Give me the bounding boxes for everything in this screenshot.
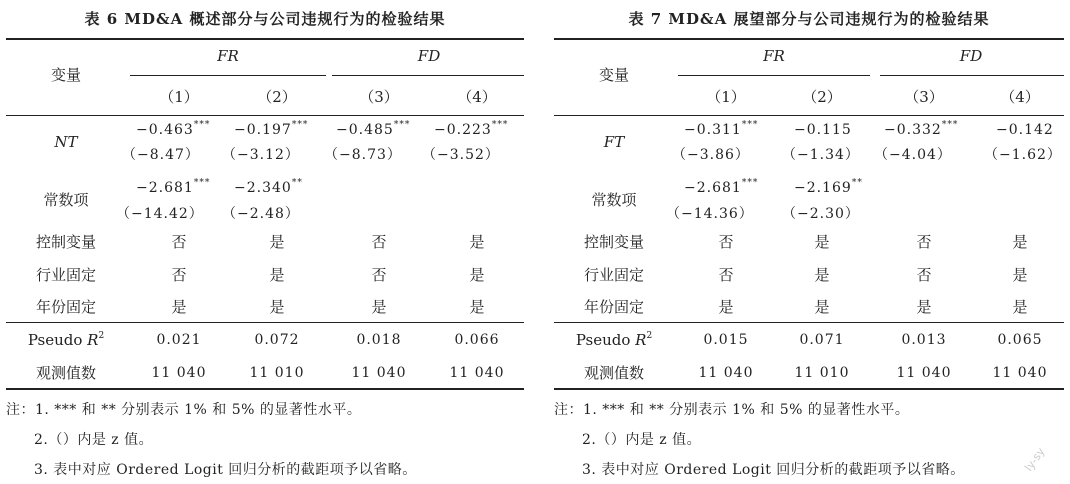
cell-obs-1: 11 040 [698, 365, 754, 381]
cell-year-3: 是 [371, 298, 387, 316]
watermark: ly-sy [1022, 445, 1048, 474]
stats-rule [554, 322, 1064, 323]
col-header-3: （3） [904, 88, 944, 106]
note-2: 2.（）内是 z 值。 [582, 432, 702, 448]
row-label-obs: 观测值数 [35, 364, 96, 382]
coef-const-1: −2.681*** [684, 178, 759, 196]
row-label-pseudo: Pseudo $R^2$ [575, 331, 653, 349]
z-nt-3: （−8.73） [324, 147, 402, 163]
header-rule [6, 115, 524, 116]
cell-industry-4: 是 [1012, 266, 1028, 284]
col-header-4: （4） [1000, 88, 1040, 106]
note-3: 3. 表中对应 Ordered Logit 回归分析的截距项予以省略。 [34, 462, 417, 478]
cell-obs-2: 11 010 [249, 365, 305, 381]
row-label-const: 常数项 [591, 191, 637, 209]
coef-ft-3: −0.332*** [884, 120, 959, 138]
cell-controls-1: 否 [171, 233, 187, 251]
header-rule [554, 115, 1064, 116]
top-rule [6, 38, 524, 40]
row-label-controls: 控制变量 [583, 233, 644, 251]
group-header-fr: FR [217, 47, 239, 65]
cell-pseudo-3: 0.018 [356, 332, 402, 348]
row-label-const: 常数项 [43, 191, 89, 209]
coef-ft-2: −0.115 [794, 122, 852, 138]
bottom-rule [554, 388, 1064, 390]
z-ft-2: （−1.34） [782, 147, 860, 163]
cell-pseudo-1: 0.021 [156, 332, 202, 348]
cell-industry-3: 否 [916, 266, 932, 284]
table-caption: 表 7 MD&A 展望部分与公司违规行为的检验结果 [628, 10, 990, 28]
cell-industry-1: 否 [171, 266, 187, 284]
cell-controls-3: 否 [916, 233, 932, 251]
z-nt-1: （−8.47） [122, 147, 200, 163]
cell-pseudo-2: 0.071 [799, 332, 845, 348]
row-label-ft: FT [603, 133, 625, 151]
z-nt-4: （−3.52） [422, 147, 500, 163]
z-const-1: （−14.36） [666, 206, 754, 222]
z-const-1: （−14.42） [116, 206, 204, 222]
group-rule-fd [332, 75, 524, 76]
note-3: 3. 表中对应 Ordered Logit 回归分析的截距项予以省略。 [582, 462, 965, 478]
z-ft-3: （−4.04） [874, 147, 952, 163]
z-const-2: （−2.48） [222, 206, 300, 222]
cell-year-1: 是 [718, 298, 734, 316]
z-ft-4: （−1.62） [984, 147, 1062, 163]
cell-industry-2: 是 [814, 266, 830, 284]
coef-const-2: −2.169** [794, 178, 863, 196]
col-header-3: （3） [359, 88, 399, 106]
cell-obs-3: 11 040 [896, 365, 952, 381]
table-caption: 表 6 MD&A 概述部分与公司违规行为的检验结果 [84, 10, 446, 28]
cell-controls-2: 是 [814, 233, 830, 251]
z-const-2: （−2.30） [782, 206, 860, 222]
note-2: 2.（）内是 z 值。 [34, 432, 154, 448]
cell-year-2: 是 [269, 298, 285, 316]
coef-nt-2: −0.197*** [234, 120, 309, 138]
col-header-1: （1） [159, 88, 199, 106]
cell-controls-1: 否 [718, 233, 734, 251]
group-header-fr: FR [763, 47, 785, 65]
cell-year-1: 是 [171, 298, 187, 316]
cell-obs-4: 11 040 [992, 365, 1048, 381]
cell-industry-1: 否 [718, 266, 734, 284]
note-1: 注：1. *** 和 ** 分别表示 1% 和 5% 的显著性水平。 [6, 402, 362, 418]
coef-ft-1: −0.311*** [684, 120, 759, 138]
group-rule-fr [130, 75, 326, 76]
cell-industry-4: 是 [469, 266, 485, 284]
row-label-year: 年份固定 [583, 298, 644, 316]
stats-rule [6, 322, 524, 323]
coef-const-1: −2.681*** [136, 178, 211, 196]
cell-obs-2: 11 010 [794, 365, 850, 381]
coef-const-2: −2.340** [234, 178, 303, 196]
coef-nt-1: −0.463*** [136, 120, 211, 138]
cell-obs-4: 11 040 [449, 365, 505, 381]
cell-industry-3: 否 [371, 266, 387, 284]
var-header: 变量 [50, 66, 81, 84]
cell-year-4: 是 [1012, 298, 1028, 316]
cell-obs-3: 11 040 [351, 365, 407, 381]
coef-nt-3: −0.485*** [336, 120, 411, 138]
coef-nt-4: −0.223*** [434, 120, 509, 138]
cell-pseudo-1: 0.015 [703, 332, 749, 348]
bottom-rule [6, 388, 524, 390]
z-nt-2: （−3.12） [222, 147, 300, 163]
cell-industry-2: 是 [269, 266, 285, 284]
cell-controls-4: 是 [1012, 233, 1028, 251]
col-header-1: （1） [706, 88, 746, 106]
row-label-controls: 控制变量 [35, 233, 96, 251]
row-label-industry: 行业固定 [35, 266, 96, 284]
coef-ft-4: −0.142 [996, 122, 1054, 138]
top-rule [554, 38, 1064, 40]
group-rule-fd [880, 75, 1064, 76]
row-label-nt: NT [54, 133, 78, 151]
cell-pseudo-4: 0.066 [454, 332, 500, 348]
cell-year-4: 是 [469, 298, 485, 316]
cell-pseudo-2: 0.072 [254, 332, 300, 348]
cell-obs-1: 11 040 [151, 365, 207, 381]
group-header-fd: FD [417, 47, 441, 65]
cell-controls-2: 是 [269, 233, 285, 251]
cell-year-2: 是 [814, 298, 830, 316]
z-ft-1: （−3.86） [672, 147, 750, 163]
cell-controls-3: 否 [371, 233, 387, 251]
note-1: 注：1. *** 和 ** 分别表示 1% 和 5% 的显著性水平。 [554, 402, 910, 418]
cell-year-3: 是 [916, 298, 932, 316]
group-header-fd: FD [959, 47, 983, 65]
row-label-year: 年份固定 [35, 298, 96, 316]
cell-pseudo-4: 0.065 [997, 332, 1043, 348]
row-label-industry: 行业固定 [583, 266, 644, 284]
col-header-2: （2） [802, 88, 842, 106]
row-label-pseudo: Pseudo $R^2$ [27, 331, 105, 349]
var-header: 变量 [598, 66, 629, 84]
col-header-4: （4） [457, 88, 497, 106]
row-label-obs: 观测值数 [583, 364, 644, 382]
cell-pseudo-3: 0.013 [901, 332, 947, 348]
col-header-2: （2） [257, 88, 297, 106]
cell-controls-4: 是 [469, 233, 485, 251]
group-rule-fr [678, 75, 870, 76]
